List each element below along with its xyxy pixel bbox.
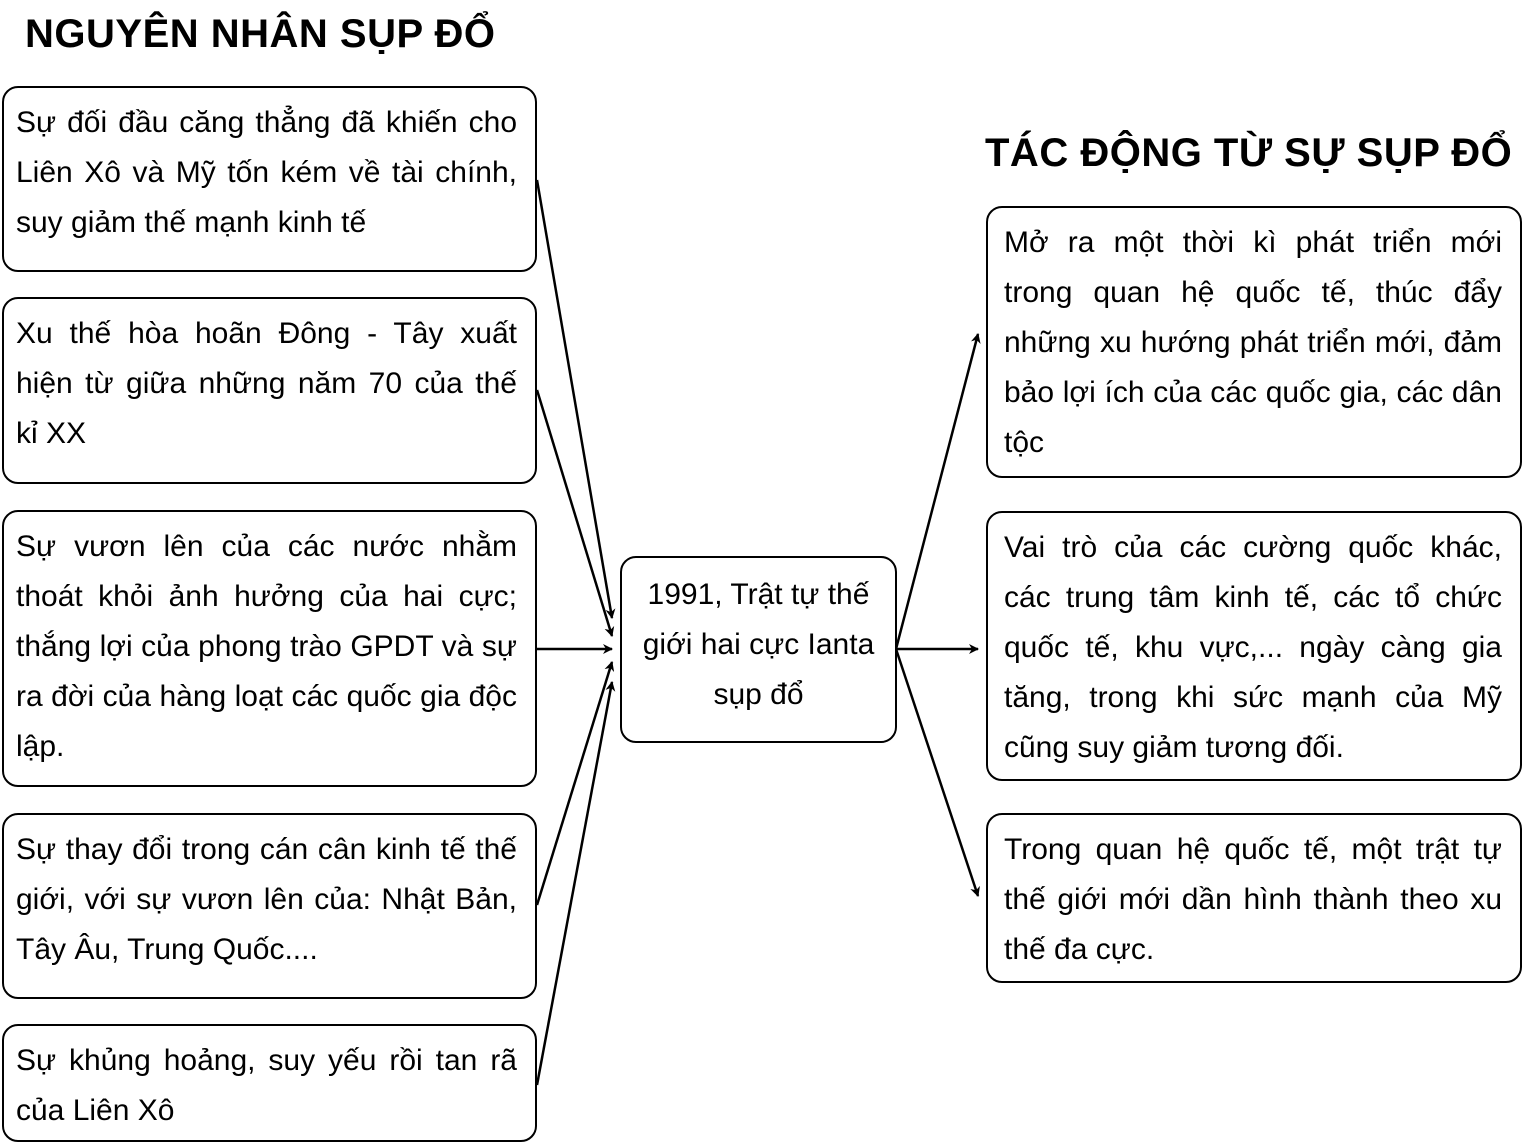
arrow-cause-2 [537, 390, 612, 636]
arrow-impact-3 [896, 649, 978, 896]
causes-heading: NGUYÊN NHÂN SỤP ĐỔ [25, 12, 496, 56]
arrow-cause-1 [537, 180, 612, 618]
cause-box-2: Xu thế hòa hoãn Đông - Tây xuất hiện từ giữa những năm 70 của thế kỉ XX [2, 297, 537, 484]
cause-box-3: Sự vươn lên của các nước nhằm thoát khỏi ảnh hưởng của hai cực; thắng lợi của phong trào GPDT và sự ra đời của hàng loạt các quốc gia độc lập. [2, 510, 537, 787]
cause-box-5: Sự khủng hoảng, suy yếu rồi tan rã của Liên Xô [2, 1024, 537, 1142]
impact-box-1: Mở ra một thời kì phát triển mới trong quan hệ quốc tế, thúc đẩy những xu hướng phát triển mới, đảm bảo lợi ích của các quốc gia, các dân tộc [986, 206, 1522, 478]
arrow-impact-1 [896, 334, 978, 649]
impact-box-3: Trong quan hệ quốc tế, một trật tự thế giới mới dần hình thành theo xu thế đa cực. [986, 813, 1522, 983]
cause-box-1: Sự đối đầu căng thẳng đã khiến cho Liên Xô và Mỹ tốn kém về tài chính, suy giảm thế mạnh kinh tế [2, 86, 537, 272]
cause-box-4: Sự thay đổi trong cán cân kinh tế thế giới, với sự vươn lên của: Nhật Bản, Tây Âu, Trung Quốc.... [2, 813, 537, 999]
arrow-cause-4 [537, 662, 612, 905]
impact-box-2: Vai trò của các cường quốc khác, các trung tâm kinh tế, các tổ chức quốc tế, khu vực,... ngày càng gia tăng, trong khi sức mạnh của Mỹ cũng suy giảm tương đối. [986, 511, 1522, 781]
impacts-heading: TÁC ĐỘNG TỪ SỰ SỤP ĐỔ [985, 131, 1513, 175]
center-event-box: 1991, Trật tự thế giới hai cực Ianta sụp đổ [620, 556, 897, 743]
arrow-cause-5 [537, 682, 612, 1085]
